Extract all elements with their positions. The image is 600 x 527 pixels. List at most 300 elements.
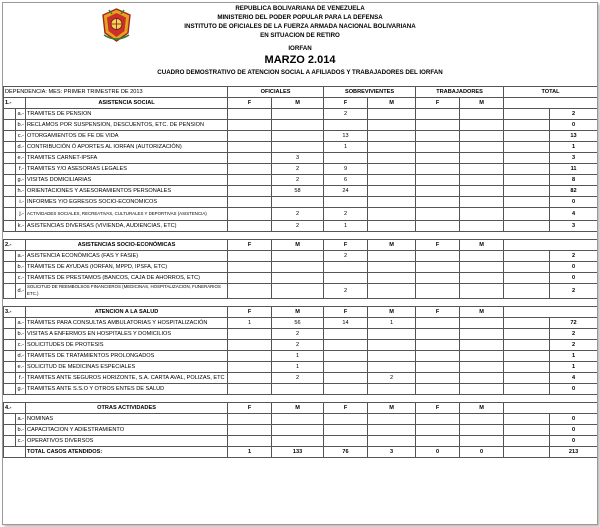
section-number: 2.-: [4, 240, 26, 251]
row-label: [26, 425, 228, 436]
value-so-f: [324, 414, 368, 425]
row-indent: [4, 120, 16, 131]
col-total: TOTAL: [504, 87, 598, 98]
value-tr-m: [460, 109, 504, 120]
row-total: 0: [550, 262, 598, 273]
col-sex-m: M: [368, 240, 416, 251]
row-label: [26, 208, 228, 221]
gap-cell: [4, 299, 598, 307]
total-spacer: [504, 436, 550, 447]
row-indent: [4, 142, 16, 153]
value-so-f: 24: [324, 186, 368, 197]
section-title: OTRAS ACTIVIDADES: [26, 403, 228, 414]
row-label-text: ASISTENCIA ECONÓMICAS (FAS Y FASIE): [27, 252, 139, 259]
row-label: [26, 318, 228, 329]
table-row: [4, 351, 598, 362]
row-code: c.-: [16, 436, 26, 447]
value-so-f: 2: [324, 251, 368, 262]
value-of-m: 56: [272, 318, 324, 329]
value-so-m: [368, 109, 416, 120]
header-line-situacion: EN SITUACION DE RETIRO: [260, 32, 340, 39]
total-spacer: [504, 373, 550, 384]
table-row: [4, 362, 598, 373]
row-indent: [4, 425, 16, 436]
col-sex-f: F: [324, 307, 368, 318]
value-tr-f: [416, 175, 460, 186]
section-number: 1.-: [4, 98, 26, 109]
totals-label: TOTAL CASOS ATENDIDOS:: [26, 447, 228, 458]
table-row: [4, 175, 598, 186]
row-code: g.-: [16, 175, 26, 186]
value-tr-m: [460, 142, 504, 153]
row-indent: [4, 131, 16, 142]
value-tr-f: [416, 284, 460, 299]
value-of-m: 2: [272, 221, 324, 232]
row-total: 4: [550, 208, 598, 221]
value-of-f: [228, 142, 272, 153]
value-of-m: 2: [272, 208, 324, 221]
value-so-m: [368, 208, 416, 221]
value-tr-m: [460, 284, 504, 299]
value-so-m: [368, 425, 416, 436]
row-code: d.-: [16, 284, 26, 299]
total-spacer: [504, 109, 550, 120]
table-row: [4, 164, 598, 175]
section-header-row: [4, 240, 598, 251]
total-spacer: [504, 131, 550, 142]
report-subtitle: CUADRO DEMOSTRATIVO DE ATENCION SOCIAL A AFILIADOS Y TRABAJADORES DEL IORFAN: [157, 69, 443, 76]
value-tr-m: [460, 153, 504, 164]
row-code: g.-: [16, 384, 26, 395]
col-sex-m: M: [272, 240, 324, 251]
value-of-m: [272, 436, 324, 447]
row-indent: [4, 273, 16, 284]
row-total: 0: [550, 273, 598, 284]
value-tr-m: [460, 414, 504, 425]
row-total: 13: [550, 131, 598, 142]
row-code: e.-: [16, 153, 26, 164]
col-sex-f: F: [228, 403, 272, 414]
row-indent: [4, 251, 16, 262]
row-indent: [4, 221, 16, 232]
value-of-f: [228, 284, 272, 299]
total-spacer: [504, 186, 550, 197]
value-of-m: 2: [272, 373, 324, 384]
row-label: [26, 284, 228, 299]
row-label-text: TRAMITES ANTE S.S.O Y OTROS ENTES DE SALUD: [27, 385, 165, 392]
row-indent: [4, 329, 16, 340]
row-label-text: SOLICITUDES DE PROTESIS: [27, 341, 104, 348]
row-total: 2: [550, 284, 598, 299]
col-sex-f: F: [228, 240, 272, 251]
value-so-f: [324, 329, 368, 340]
table-row: [4, 221, 598, 232]
section-header-row: [4, 403, 598, 414]
value-so-m: [368, 186, 416, 197]
value-so-f: [324, 120, 368, 131]
row-indent: [4, 351, 16, 362]
header-line-ministerio: MINISTERIO DEL PODER POPULAR PARA LA DEFENSA: [217, 14, 383, 21]
row-label: [26, 120, 228, 131]
value-of-f: [228, 120, 272, 131]
row-code: j.-: [16, 208, 26, 221]
col-sex-f: F: [324, 98, 368, 109]
value-so-f: [324, 373, 368, 384]
row-code: a.-: [16, 109, 26, 120]
report-month-title: MARZO 2.014: [264, 54, 336, 66]
section-gap-row: [4, 232, 598, 240]
row-indent: [4, 186, 16, 197]
row-code: b.-: [16, 120, 26, 131]
value-tr-m: [460, 251, 504, 262]
value-of-f: [228, 384, 272, 395]
grand-total: 213: [550, 447, 598, 458]
totals-indent: [4, 447, 26, 458]
row-code: h.-: [16, 186, 26, 197]
value-of-m: 3: [272, 153, 324, 164]
col-sex-m: M: [460, 240, 504, 251]
row-indent: [4, 362, 16, 373]
total-spacer: [504, 414, 550, 425]
value-tr-f: [416, 318, 460, 329]
value-so-m: [368, 340, 416, 351]
total-spacer: [504, 197, 550, 208]
value-so-f: [324, 262, 368, 273]
value-so-f: 2: [324, 109, 368, 120]
row-indent: [4, 175, 16, 186]
row-indent: [4, 197, 16, 208]
value-tr-f: [416, 109, 460, 120]
row-label: [26, 436, 228, 447]
row-label-text: SOLICITUD DE REEMBOLSOS FINANCIEROS (MEDICINAS, HOSPITALIZACION, FUNERARIOS ETC.): [27, 284, 221, 296]
table-row: [4, 120, 598, 131]
row-indent: [4, 414, 16, 425]
value-tr-m: [460, 164, 504, 175]
table-row: [4, 425, 598, 436]
col-sobrevivientes: SOBREVIVIENTES: [324, 87, 416, 98]
value-tr-m: [460, 351, 504, 362]
section-number: 4.-: [4, 403, 26, 414]
row-total: 8: [550, 175, 598, 186]
totals-of-f: 1: [228, 447, 272, 458]
value-of-m: 2: [272, 329, 324, 340]
row-label: [26, 251, 228, 262]
col-sex-m: M: [368, 307, 416, 318]
row-label-text: TRAMITES CARNET-IPSFA: [27, 154, 98, 161]
row-label-text: TRAMITES Y/O ASESORIAS LEGALES: [27, 165, 127, 172]
table-row: [4, 414, 598, 425]
col-sex-m: M: [272, 98, 324, 109]
row-total: 11: [550, 164, 598, 175]
row-indent: [4, 262, 16, 273]
row-label-text: OTORGAMIENTOS DE FE DE VIDA: [27, 132, 119, 139]
total-spacer: [504, 351, 550, 362]
row-indent: [4, 373, 16, 384]
total-spacer: [504, 425, 550, 436]
value-of-m: [272, 384, 324, 395]
value-so-f: [324, 351, 368, 362]
value-of-f: [228, 208, 272, 221]
value-tr-f: [416, 262, 460, 273]
value-tr-m: [460, 318, 504, 329]
row-code: c.-: [16, 340, 26, 351]
value-of-f: [228, 153, 272, 164]
header-line-iorfan: IORFAN: [288, 45, 312, 52]
row-code: a.-: [16, 251, 26, 262]
value-of-m: 2: [272, 340, 324, 351]
value-so-f: 1: [324, 221, 368, 232]
value-tr-f: [416, 251, 460, 262]
value-so-f: 2: [324, 284, 368, 299]
row-indent: [4, 284, 16, 299]
value-tr-f: [416, 153, 460, 164]
total-spacer: [504, 340, 550, 351]
section-title: ASISTENCIA SOCIAL: [26, 98, 228, 109]
value-so-m: 1: [368, 318, 416, 329]
row-label-text: TRAMITES DE PENSION: [27, 110, 92, 117]
total-spacer: [504, 221, 550, 232]
value-of-m: 58: [272, 186, 324, 197]
value-of-f: [228, 175, 272, 186]
value-so-m: 2: [368, 373, 416, 384]
value-of-f: [228, 425, 272, 436]
value-of-f: [228, 251, 272, 262]
table-row: [4, 251, 598, 262]
row-label-text: TRAMITES ANTE SEGUROS HORIZONTE, S.A. CARTA AVAL, POLIZAS, ETC: [27, 374, 225, 381]
row-label: [26, 175, 228, 186]
value-so-m: [368, 175, 416, 186]
value-tr-f: [416, 186, 460, 197]
value-of-m: [272, 262, 324, 273]
row-code: c.-: [16, 131, 26, 142]
value-so-f: 1: [324, 142, 368, 153]
col-sex-m: M: [368, 98, 416, 109]
col-sex-f: F: [416, 307, 460, 318]
total-spacer: [504, 175, 550, 186]
value-tr-m: [460, 175, 504, 186]
value-so-f: [324, 153, 368, 164]
section-gap-row: [4, 299, 598, 307]
value-tr-m: [460, 425, 504, 436]
table-row: [4, 262, 598, 273]
value-so-f: [324, 273, 368, 284]
row-indent: [4, 384, 16, 395]
value-so-f: [324, 436, 368, 447]
value-of-f: [228, 221, 272, 232]
value-so-f: [324, 425, 368, 436]
value-so-f: [324, 340, 368, 351]
row-label: [26, 109, 228, 120]
row-label: [26, 262, 228, 273]
totals-of-m: 133: [272, 447, 324, 458]
value-so-m: [368, 436, 416, 447]
section-header-row: [4, 98, 598, 109]
total-header-cell: [504, 403, 598, 414]
row-total: 1: [550, 362, 598, 373]
total-spacer: [504, 273, 550, 284]
row-label: [26, 340, 228, 351]
row-label-text: TRÁMITES DE PRESTAMOS (BANCOS, CAJA DE AHORROS, ETC): [27, 274, 201, 281]
col-sex-f: F: [228, 307, 272, 318]
value-tr-f: [416, 197, 460, 208]
value-tr-m: [460, 362, 504, 373]
table-row: [4, 284, 598, 299]
value-so-f: [324, 384, 368, 395]
row-total: 0: [550, 197, 598, 208]
row-total: 2: [550, 329, 598, 340]
value-tr-f: [416, 164, 460, 175]
totals-tr-m: 0: [460, 447, 504, 458]
value-tr-f: [416, 120, 460, 131]
value-of-f: [228, 373, 272, 384]
total-header-cell: [504, 240, 598, 251]
row-total: 0: [550, 436, 598, 447]
total-spacer: [504, 262, 550, 273]
value-of-f: [228, 197, 272, 208]
value-of-f: [228, 131, 272, 142]
row-label: [26, 351, 228, 362]
row-total: 2: [550, 109, 598, 120]
value-tr-m: [460, 373, 504, 384]
col-sex-m: M: [460, 307, 504, 318]
row-total: 3: [550, 221, 598, 232]
value-of-m: 2: [272, 164, 324, 175]
value-tr-m: [460, 120, 504, 131]
row-label-text: TRÁMITES DE AYUDAS (IORFAN, MPPD, IPSFA, ETC): [27, 263, 168, 270]
value-tr-m: [460, 340, 504, 351]
value-tr-m: [460, 262, 504, 273]
value-of-f: [228, 351, 272, 362]
row-label: [26, 221, 228, 232]
value-of-m: [272, 273, 324, 284]
value-so-m: [368, 362, 416, 373]
value-of-f: [228, 340, 272, 351]
value-so-m: [368, 221, 416, 232]
value-tr-m: [460, 221, 504, 232]
value-of-m: 2: [272, 175, 324, 186]
table-row: [4, 208, 598, 221]
row-label-text: CAPACITACION Y ADIESTRAMIENTO: [27, 426, 125, 433]
row-code: b.-: [16, 425, 26, 436]
value-tr-f: [416, 221, 460, 232]
value-tr-f: [416, 373, 460, 384]
value-so-m: [368, 142, 416, 153]
row-total: 2: [550, 251, 598, 262]
table-row: [4, 384, 598, 395]
value-so-m: [368, 164, 416, 175]
value-so-m: [368, 329, 416, 340]
total-spacer: [504, 384, 550, 395]
table-row: [4, 131, 598, 142]
table-row: [4, 329, 598, 340]
row-label-text: OPERATIVOS DIVERSOS: [27, 437, 94, 444]
row-code: i.-: [16, 197, 26, 208]
total-spacer: [504, 318, 550, 329]
table-row: [4, 186, 598, 197]
value-of-f: [228, 273, 272, 284]
value-tr-f: [416, 384, 460, 395]
row-indent: [4, 208, 16, 221]
col-sex-f: F: [324, 240, 368, 251]
row-label: [26, 197, 228, 208]
value-tr-m: [460, 208, 504, 221]
document-header: [3, 3, 597, 90]
document-page: [2, 2, 598, 525]
total-header-cell: [504, 98, 598, 109]
value-tr-f: [416, 340, 460, 351]
value-of-m: [272, 414, 324, 425]
value-tr-f: [416, 351, 460, 362]
row-code: b.-: [16, 262, 26, 273]
row-indent: [4, 109, 16, 120]
col-sex-f: F: [416, 98, 460, 109]
value-so-m: [368, 351, 416, 362]
value-of-f: [228, 329, 272, 340]
total-spacer: [504, 142, 550, 153]
value-so-m: [368, 131, 416, 142]
row-code: a.-: [16, 318, 26, 329]
table-row: [4, 373, 598, 384]
section-title: ATENCION A LA SALUD: [26, 307, 228, 318]
value-so-f: [324, 362, 368, 373]
table-row: [4, 197, 598, 208]
total-spacer: [504, 120, 550, 131]
value-so-f: 14: [324, 318, 368, 329]
value-of-m: [272, 425, 324, 436]
col-sex-f: F: [324, 403, 368, 414]
row-total: 1: [550, 142, 598, 153]
total-spacer: [504, 251, 550, 262]
header-line-republica: REPUBLICA BOLIVARIANA DE VENEZUELA: [235, 5, 365, 12]
row-label: [26, 414, 228, 425]
value-tr-f: [416, 414, 460, 425]
value-so-m: [368, 120, 416, 131]
row-label-text: CONTRIBUCIÓN Ó APORTES AL IORFAN (AUTORIZACIÓN): [27, 143, 182, 150]
value-of-f: [228, 164, 272, 175]
table-row: [4, 153, 598, 164]
row-total: 72: [550, 318, 598, 329]
table-row: [4, 273, 598, 284]
row-label: [26, 164, 228, 175]
attention-table: [3, 86, 598, 458]
table-row: [4, 318, 598, 329]
row-code: b.-: [16, 329, 26, 340]
value-tr-f: [416, 425, 460, 436]
value-of-f: [228, 186, 272, 197]
row-total: 4: [550, 373, 598, 384]
row-code: f.-: [16, 373, 26, 384]
col-sex-m: M: [460, 98, 504, 109]
value-so-m: [368, 273, 416, 284]
value-of-m: [272, 142, 324, 153]
value-of-f: 1: [228, 318, 272, 329]
row-total: 0: [550, 414, 598, 425]
table-row: [4, 340, 598, 351]
value-tr-f: [416, 273, 460, 284]
row-label-text: RECLAMOS POR SUSPENSION, DESCUENTOS, ETC. DE PENSION: [27, 121, 205, 128]
row-total: 0: [550, 425, 598, 436]
row-code: f.-: [16, 164, 26, 175]
totals-tr-f: 0: [416, 447, 460, 458]
value-tr-m: [460, 273, 504, 284]
value-so-m: [368, 153, 416, 164]
value-of-f: [228, 436, 272, 447]
value-tr-f: [416, 436, 460, 447]
col-trabajadores: TRABAJADORES: [416, 87, 504, 98]
value-so-f: 6: [324, 175, 368, 186]
value-of-m: [272, 197, 324, 208]
value-of-m: [272, 251, 324, 262]
